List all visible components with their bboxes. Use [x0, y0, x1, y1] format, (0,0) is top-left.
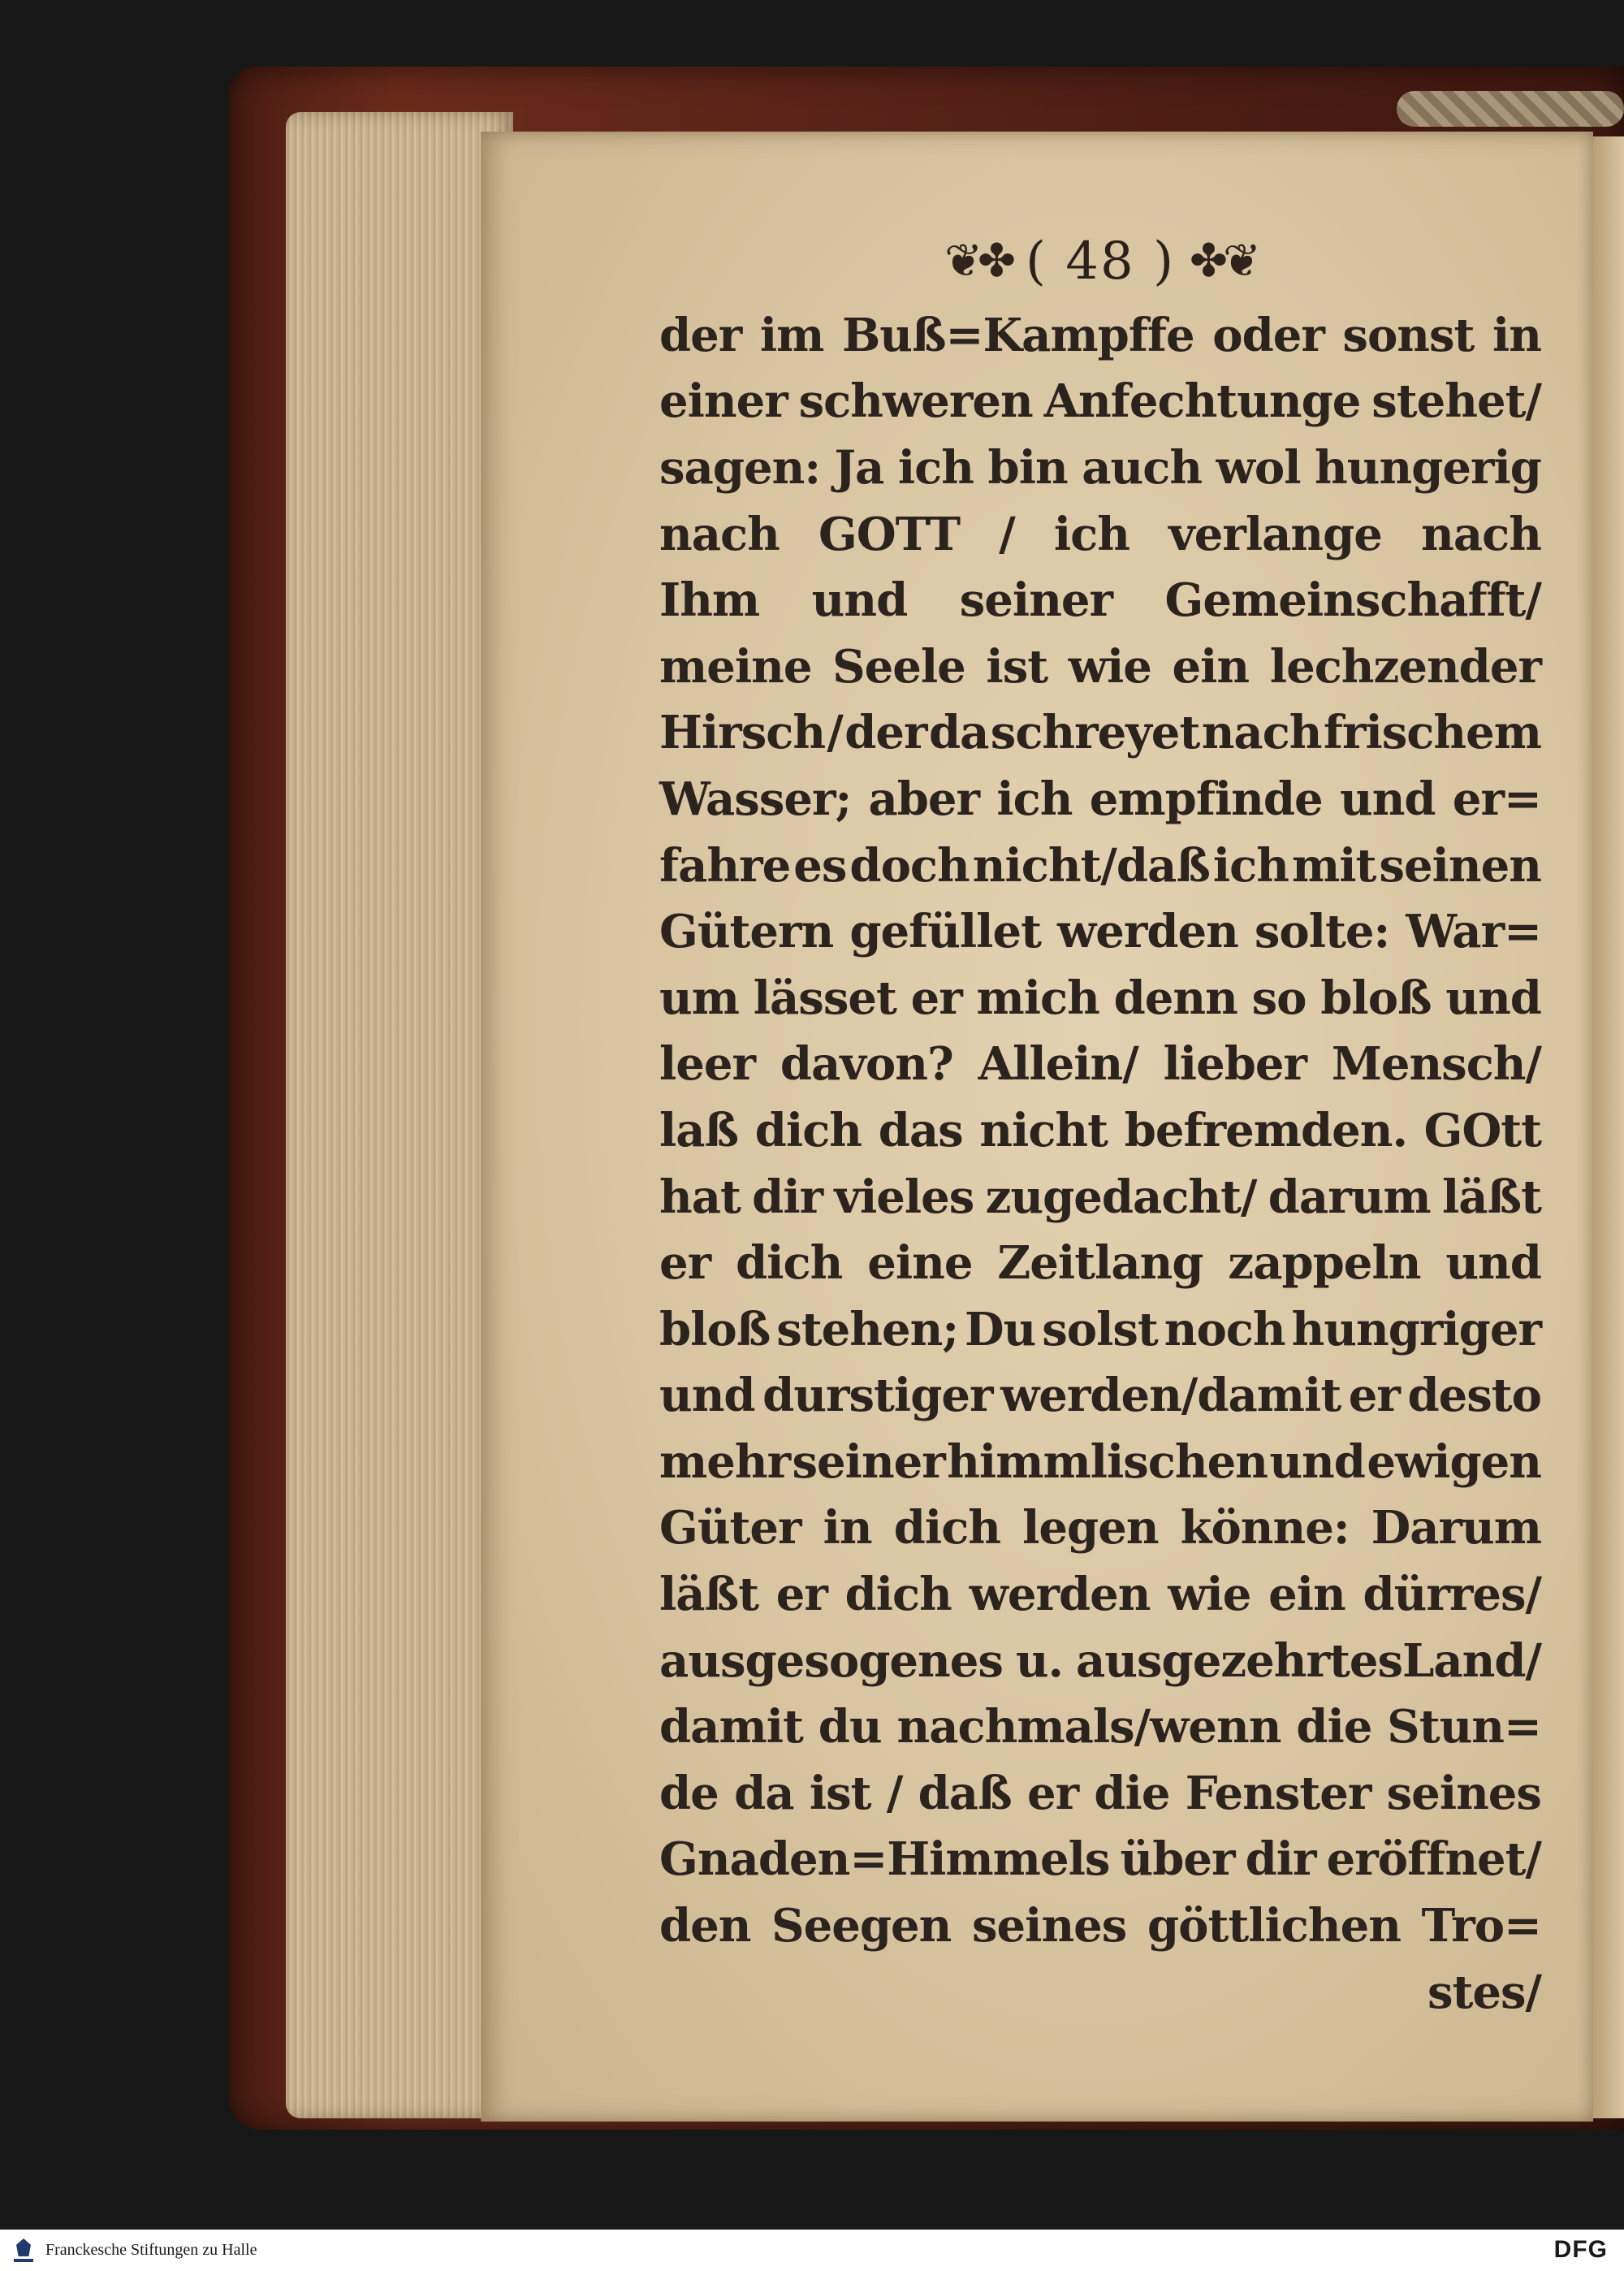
facing-page-edge [1593, 136, 1624, 2118]
page-header [918, 229, 1283, 294]
text-line: mehr seiner himmlischen und ewigen [659, 1434, 1541, 1489]
text-line: Wasser; aber ich empfinde und er= [659, 772, 1541, 826]
institution-logo-icon [11, 2235, 36, 2266]
text-line: damit du nachmals/wenn die Stun= [659, 1700, 1541, 1754]
institution-name: Franckesche Stiftungen zu Halle [45, 2241, 257, 2259]
text-line: einer schweren Anfechtunge stehet/ [659, 374, 1541, 429]
ornament-left-icon: ❦✤ [944, 235, 1011, 288]
text-line: läßt er dich werden wie ein dürres/ [659, 1568, 1541, 1622]
text-line: nach GOTT / ich verlange nach [659, 507, 1541, 561]
footer-bar [0, 2230, 1624, 2271]
text-line: Güter in dich legen könne: Darum [659, 1501, 1541, 1555]
text-line: leer davon? Allein/ lieber Mensch/ [659, 1037, 1541, 1092]
text-line: laß dich das nicht befremden. GOtt [659, 1103, 1541, 1157]
text-line: Gütern gefüllet werden solte: War= [659, 905, 1541, 959]
text-line: stes/ [1427, 1965, 1541, 2019]
text-line: Hirsch / der da schreyet nach frischem [659, 706, 1541, 760]
text-line: meine Seele ist wie ein lechzender [659, 639, 1541, 694]
text-line: fahre es doch nicht/daß ich mit seinen [659, 838, 1541, 893]
text-line: bloß stehen; Du solst noch hungriger [659, 1302, 1541, 1356]
page-number: ( 48 ) [1025, 231, 1176, 292]
text-line: Gnaden=Himmels über dir eröffnet/ [659, 1832, 1541, 1887]
text-line: den Seegen seines göttlichen Tro= [659, 1899, 1541, 1953]
ornament-right-icon: ✤❦ [1190, 235, 1256, 288]
binding-cord [1397, 91, 1624, 127]
text-block [659, 302, 1541, 2025]
text-line: und durstiger werden/damit er desto [659, 1369, 1541, 1423]
text-line: hat dir vieles zugedacht/ darum läßt [659, 1170, 1541, 1224]
text-line: er dich eine Zeitlang zappeln und [659, 1236, 1541, 1291]
text-line: Ihm und seiner Gemeinschafft/ [659, 573, 1541, 628]
text-line: ausgesogenes u. ausgezehrtesLand/ [659, 1633, 1541, 1688]
page-edges [286, 112, 513, 2118]
text-line: sagen: Ja ich bin auch wol hungerig [659, 440, 1541, 495]
text-line: de da ist / daß er die Fenster seines [659, 1766, 1541, 1820]
dfg-logo: DFG [1553, 2236, 1608, 2263]
text-line: der im Buß=Kampffe oder sonst in [659, 308, 1541, 362]
text-line: um lässet er mich denn so bloß und [659, 971, 1541, 1025]
